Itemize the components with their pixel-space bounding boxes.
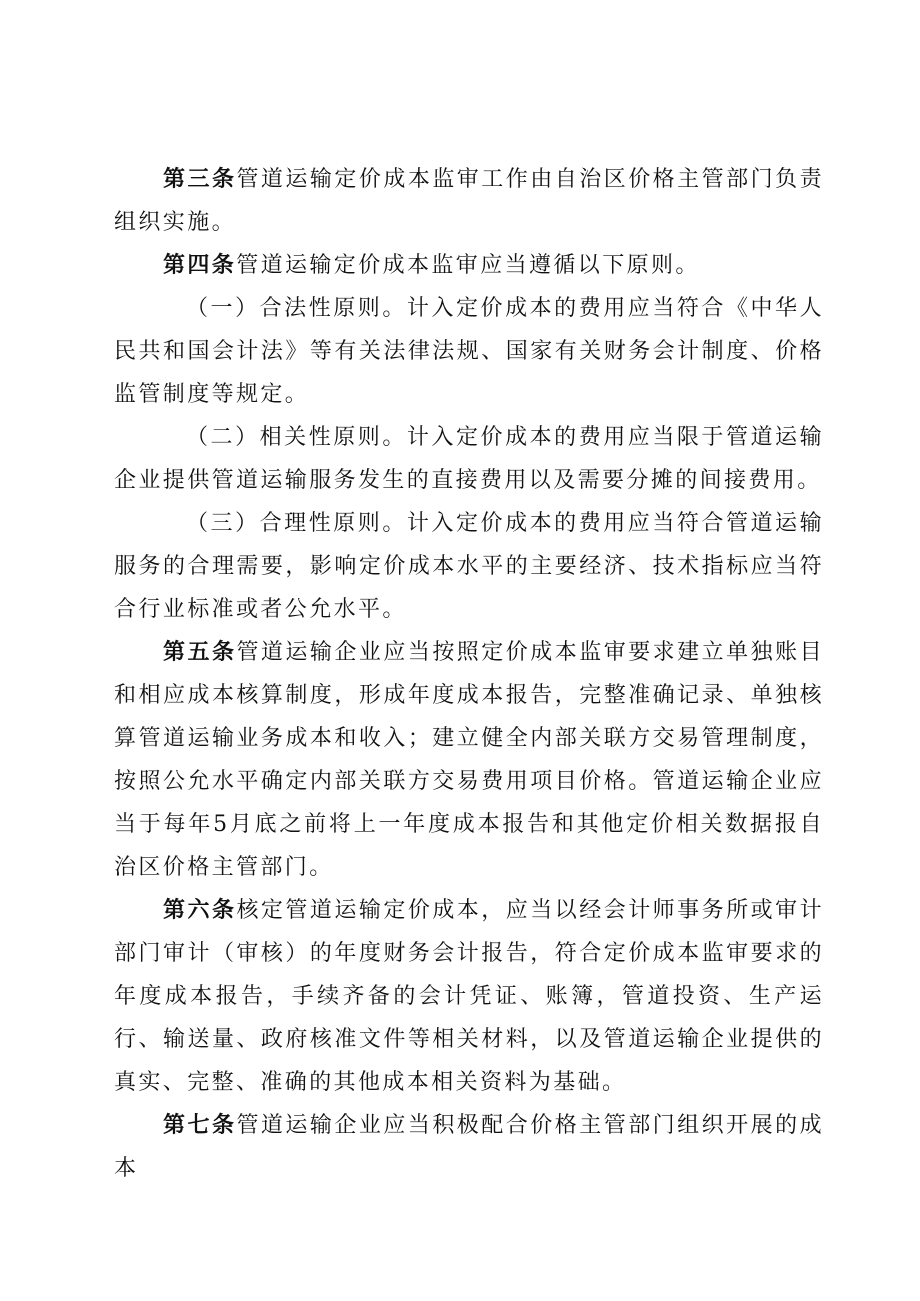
article-5	[114, 631, 824, 889]
article-text: 管道运输企业应当积极配合价格主管部门组织开展的成本	[114, 1113, 824, 1181]
article-7	[114, 1104, 824, 1190]
article-heading: 第五条	[163, 640, 237, 665]
article-3	[114, 158, 824, 244]
article-heading: 第四条	[163, 253, 237, 278]
article-text: 管道运输企业应当按照定价成本监审要求建立单独账目和相应成本核算制度，形成年度成本报告，完整准确记录、单独核算管道运输业务成本和收入；建立健全内部关联方交易管理制度，按照公允水平确定内部关联方交易费用项目价格。管道运输企业应当于每年5月底之前将上一年度成本报告和其他定价相关数据报自治区价格主管部门。	[114, 640, 824, 880]
article-text: 管道运输定价成本监审应当遵循以下原则。	[236, 253, 700, 278]
principle-text: （三）合理性原则。计入定价成本的费用应当符合管道运输服务的合理需要，影响定价成本水平的主要经济、技术指标应当符合行业标准或者公允水平。	[114, 511, 824, 622]
document-body	[114, 158, 824, 1190]
article-heading: 第三条	[163, 167, 237, 192]
article-text: 核定管道运输定价成本，应当以经会计师事务所或审计部门审计（审核）的年度财务会计报告，符合定价成本监审要求的年度成本报告，手续齐备的会计凭证、账簿，管道投资、生产运行、输送量、政府核准文件等相关材料，以及管道运输企业提供的真实、完整、准确的其他成本相关资料为基础。	[114, 898, 824, 1095]
principle-relevance	[114, 416, 824, 502]
principle-text: （一）合法性原则。计入定价成本的费用应当符合《中华人民共和国会计法》等有关法律法规、国家有关财务会计制度、价格监管制度等规定。	[114, 296, 824, 407]
principle-text: （二）相关性原则。计入定价成本的费用应当限于管道运输企业提供管道运输服务发生的直接费用以及需要分摊的间接费用。	[114, 425, 824, 493]
article-heading: 第七条	[163, 1113, 237, 1138]
article-6	[114, 889, 824, 1104]
article-heading: 第六条	[163, 898, 237, 923]
principle-reasonableness	[114, 502, 824, 631]
principle-legality	[114, 287, 824, 416]
article-4	[114, 244, 824, 287]
article-text: 管道运输定价成本监审工作由自治区价格主管部门负责组织实施。	[114, 167, 824, 235]
